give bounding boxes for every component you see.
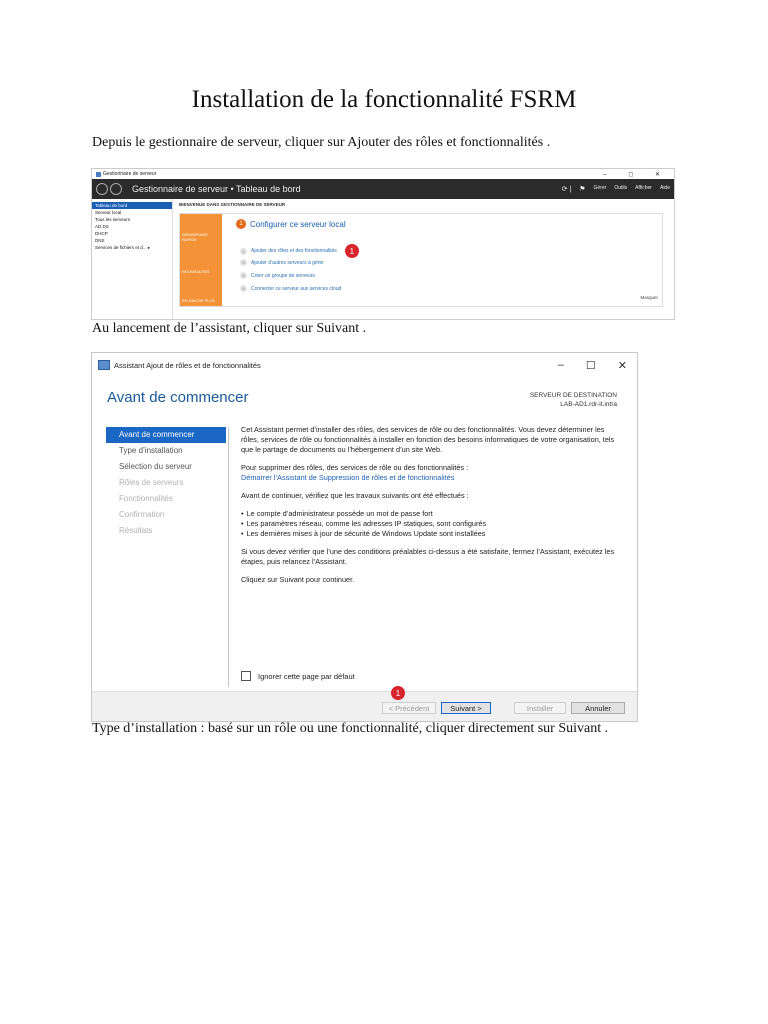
sm-quickstart-panel — [179, 213, 663, 307]
wizard-app-icon — [98, 360, 110, 370]
step-label: Ajouter d’autres serveurs à gérer — [251, 259, 324, 266]
wizard-step-results: Résultats — [119, 526, 153, 535]
sm-titlebar — [92, 169, 674, 179]
create-group-link[interactable] — [240, 272, 315, 279]
sidebar-item-dns[interactable]: DNS — [95, 238, 105, 243]
step-number: 4 — [240, 272, 247, 279]
destination-server — [530, 391, 617, 409]
wizard-step-server-roles: Rôles de serveurs — [119, 478, 184, 487]
add-roles-wizard-screenshot — [91, 352, 638, 722]
install-button[interactable]: Installer — [514, 702, 566, 714]
hide-link[interactable]: Masquer — [640, 295, 658, 300]
back-icon[interactable] — [96, 183, 108, 195]
wizard-verify-text: Avant de continuer, vérifiez que les travaux suivants ont été effectués : — [241, 491, 469, 500]
previous-button[interactable]: < Précédent — [382, 702, 436, 714]
step-number: 5 — [240, 285, 247, 292]
sidebar-item-ad-ds[interactable]: AD DS — [95, 224, 109, 229]
callout-badge: 1 — [345, 244, 359, 258]
configure-local-server-link[interactable] — [236, 219, 346, 229]
wizard-continue-text: Cliquez sur Suivant pour continuer. — [241, 575, 355, 584]
sm-window-title: Gestionnaire de serveur — [103, 171, 157, 177]
sm-orange-tiles — [180, 214, 222, 306]
wizard-step-confirmation: Confirmation — [119, 510, 165, 519]
destination-value: LAB-AD1.rdr-it.intra — [560, 401, 617, 408]
close-icon[interactable]: ✕ — [617, 359, 627, 372]
refresh-icon[interactable]: ⟳ | — [561, 186, 572, 193]
skip-page-option[interactable] — [241, 671, 355, 681]
tile-whats-new[interactable]: NOUVEAUTÉS — [182, 269, 210, 274]
destination-label: SERVEUR DE DESTINATION — [529, 392, 617, 399]
menu-manage[interactable]: Gérer — [593, 185, 607, 191]
wizard-page-title: Avant de commencer — [107, 389, 249, 406]
step-label: Créer un groupe de serveurs — [251, 272, 315, 279]
sm-header — [92, 179, 674, 199]
wizard-condition-text: Si vous devez vérifier que l’une des conditions préalables ci-dessus a été satisfaite, fermez l’Assistant, exécutez les étapes, puis relancez l’Assistant. — [241, 547, 615, 566]
wizard-step-features: Fonctionnalités — [119, 494, 173, 503]
step-number: 3 — [240, 259, 247, 266]
tile-quick-start[interactable]: DÉMARRAGE RAPIDE — [182, 232, 208, 242]
paragraph-step-2: Au lancement de l’assistant, cliquer sur Suivant . — [92, 321, 367, 336]
maximize-icon[interactable]: ☐ — [585, 359, 596, 372]
wizard-intro: Cet Assistant permet d’installer des rôles, des services de rôle ou des fonctionnalités. Vous devez déterminer les rôles, services de rôle ou fonctionnalités à installer en fonction des besoins informatiques de votre organisation, tels que le partage de documents ou l’hébergement d’un site Web. — [241, 425, 615, 454]
document-title: Installation de la fonctionnalité FSRM — [191, 86, 577, 113]
tile-learn-more[interactable]: EN SAVOIR PLUS — [182, 298, 216, 303]
wizard-remove-text: Pour supprimer des rôles, des services de rôle ou des fonctionnalités : — [241, 463, 469, 472]
server-manager-screenshot — [91, 168, 675, 320]
add-servers-link[interactable] — [240, 259, 324, 266]
flag-icon[interactable]: ⚑ — [579, 186, 586, 193]
prereq-list — [241, 509, 621, 539]
sidebar-item-local-server[interactable]: Serveur local — [95, 210, 122, 215]
minimize-icon[interactable]: – — [557, 358, 564, 371]
wizard-divider — [228, 427, 229, 687]
menu-view[interactable]: Afficher — [635, 185, 652, 191]
step-number: 2 — [240, 248, 247, 255]
menu-tools[interactable]: Outils — [614, 185, 628, 191]
wizard-window-title: Assistant Ajout de rôles et de fonctionnalités — [114, 360, 261, 370]
connect-cloud-link[interactable] — [240, 285, 341, 292]
paragraph-step-1: Depuis le gestionnaire de serveur, cliquer sur Ajouter des rôles et fonctionnalités . — [92, 135, 551, 150]
list-item: • Les dernières mises à jour de sécurité de Windows Update sont installées — [241, 529, 621, 539]
skip-page-checkbox[interactable] — [241, 671, 251, 681]
sm-sidebar — [92, 199, 173, 319]
wizard-steps — [106, 427, 226, 539]
paragraph-step-3: Type d’installation : basé sur un rôle ou une fonctionnalité, cliquer directement sur Suivant . — [92, 721, 609, 736]
forward-icon[interactable] — [110, 183, 122, 195]
configure-label: Configurer ce serveur local — [250, 219, 346, 229]
wizard-step-server-selection[interactable]: Sélection du serveur — [119, 462, 192, 471]
wizard-footer — [92, 691, 637, 722]
step-label: Ajouter des rôles et des fonctionnalités — [251, 248, 337, 254]
list-item: • Les paramètres réseau, comme les adresses IP statiques, sont configurés — [241, 519, 621, 529]
sidebar-item-all-servers[interactable]: Tous les serveurs — [95, 217, 131, 222]
sm-breadcrumb: Gestionnaire de serveur • Tableau de bord — [132, 184, 301, 194]
list-item: • Le compte d’administrateur possède un mot de passe fort — [241, 509, 621, 519]
next-button[interactable]: Suivant > — [441, 702, 491, 714]
wizard-step-installation-type[interactable]: Type d’installation — [119, 446, 183, 455]
menu-help[interactable]: Aide — [659, 185, 670, 191]
sidebar-item-file-services[interactable]: Services de fichiers et d... ▸ — [95, 245, 151, 250]
sidebar-item-dhcp[interactable]: DHCP — [95, 231, 108, 236]
remove-roles-wizard-link[interactable]: Démarrer l’Assistant de Suppression de rôles et de fonctionnalités — [241, 473, 455, 482]
step-label: Connecter ce serveur aux services cloud — [251, 285, 342, 292]
skip-page-label: Ignorer cette page par défaut — [258, 671, 355, 681]
cancel-button[interactable]: Annuler — [571, 702, 625, 714]
wizard-content — [241, 425, 621, 593]
add-roles-link[interactable] — [240, 244, 359, 258]
sidebar-item-dashboard[interactable]: Tableau de bord — [92, 202, 172, 209]
callout-badge-next: 1 — [391, 686, 405, 700]
wizard-titlebar — [92, 353, 637, 377]
step-number: 1 — [236, 219, 246, 229]
sm-window-controls[interactable]: – ◻ ✕ — [603, 171, 670, 178]
sm-welcome-heading: BIENVENUE DANS GESTIONNAIRE DE SERVEUR — [179, 202, 286, 207]
sm-app-icon — [96, 172, 101, 177]
wizard-step-before-you-begin[interactable]: Avant de commencer — [106, 427, 226, 443]
